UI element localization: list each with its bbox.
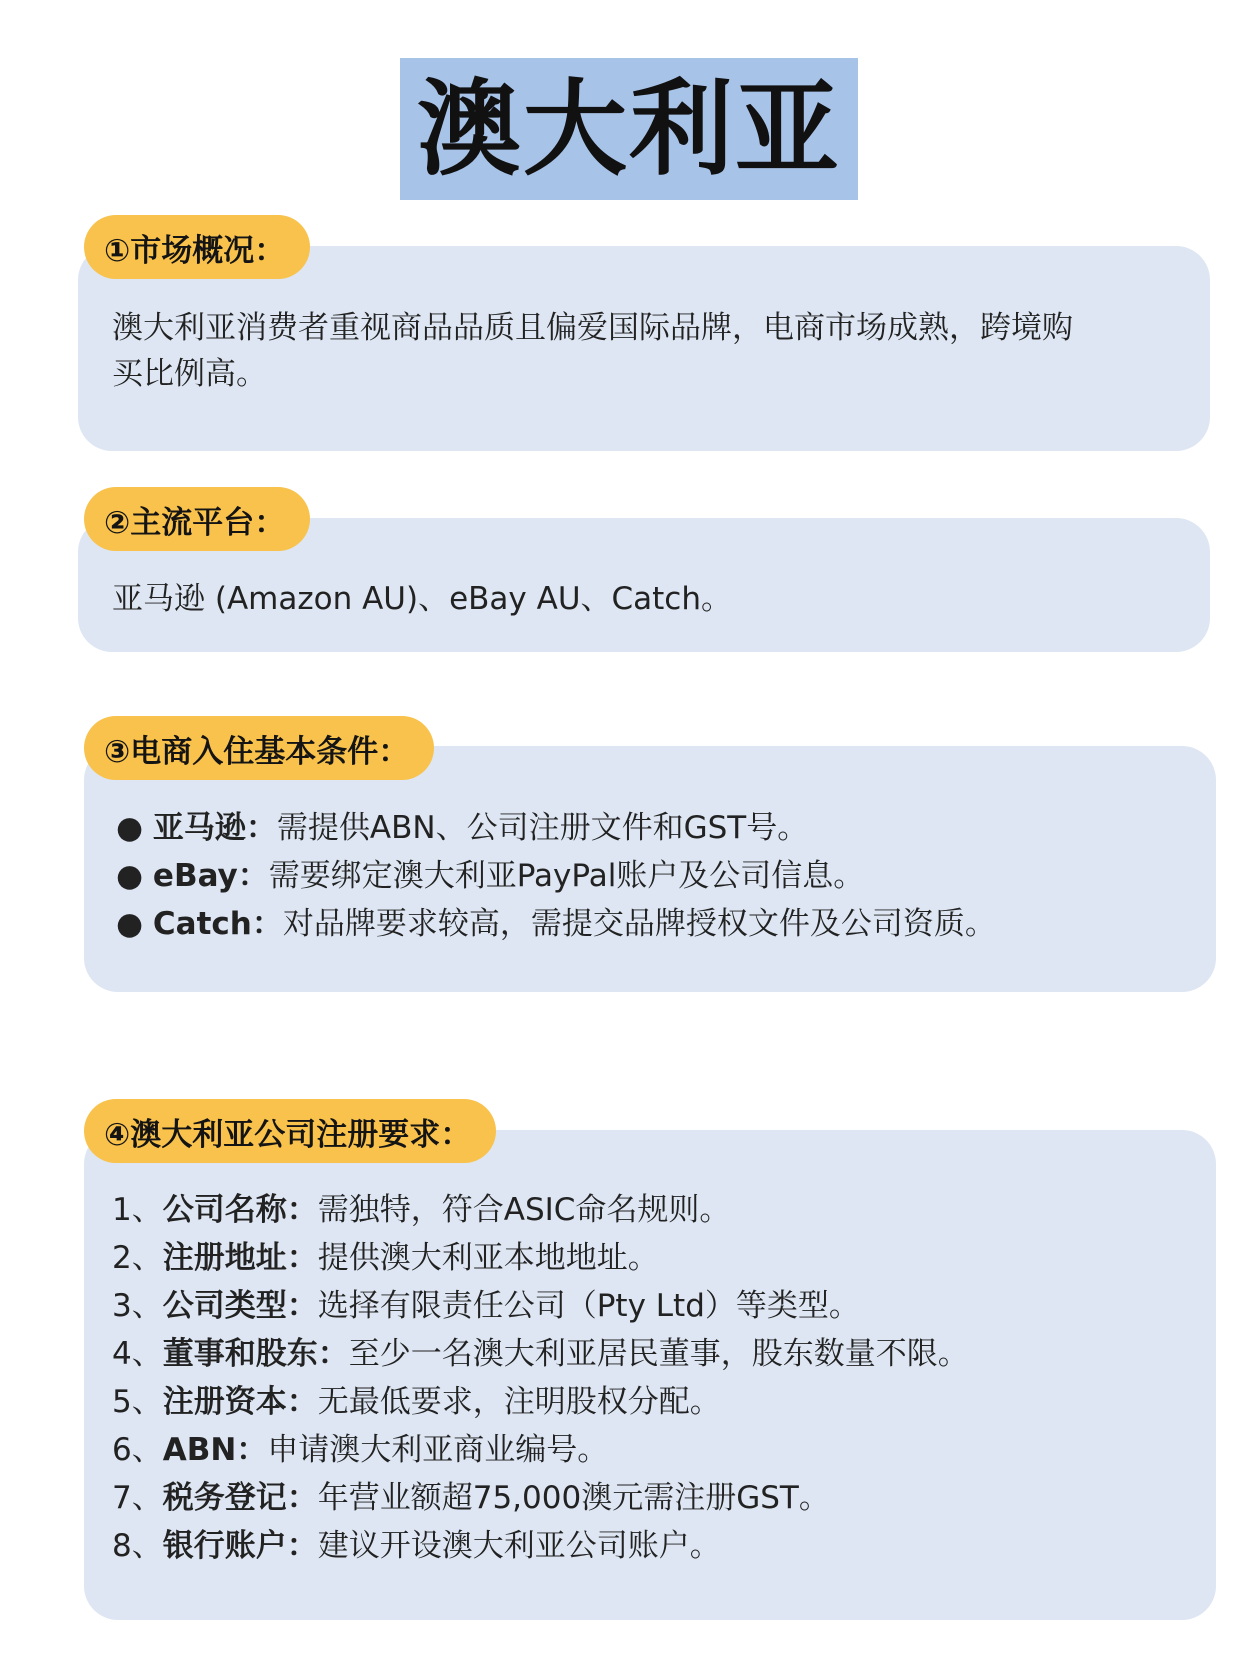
- item-number: 3、: [112, 1288, 163, 1324]
- platform-requirement: 对品牌要求较高，需提交品牌授权文件及公司资质。: [282, 906, 996, 942]
- item-name: 董事和股东：: [162, 1336, 349, 1372]
- item-desc: 年营业额超75,000澳元需注册GST。: [317, 1480, 830, 1516]
- platforms-line: 亚马逊 (Amazon AU)、eBay AU、Catch。: [112, 581, 732, 617]
- item-number: 4、: [112, 1336, 163, 1372]
- registration-requirements-label: ④澳大利亚公司注册要求：: [84, 1099, 496, 1163]
- bullet: ●: [116, 810, 144, 846]
- item-number: 7、: [112, 1480, 163, 1516]
- list-item: [112, 1522, 969, 1570]
- bullet: ●: [116, 906, 144, 942]
- item-desc: 申请澳大利亚商业编号。: [267, 1432, 609, 1468]
- item-name: 税务登记：: [162, 1480, 318, 1516]
- list-item: [112, 1282, 969, 1330]
- platform-name: 亚马逊：: [152, 810, 277, 846]
- entry-conditions-list: [116, 804, 996, 948]
- platform-requirement: 需要绑定澳大利亚PayPal账户及公司信息。: [268, 858, 865, 894]
- item-name: 注册资本：: [162, 1384, 318, 1420]
- list-item: [112, 1378, 969, 1426]
- item-name: 公司类型：: [162, 1288, 318, 1324]
- item-desc: 需独特，符合ASIC命名规则。: [317, 1192, 731, 1228]
- item-number: 6、: [112, 1432, 163, 1468]
- platforms-label: ②主流平台：: [84, 487, 310, 551]
- platform-name: eBay：: [152, 858, 269, 894]
- market-overview-label: ①市场概况：: [84, 215, 310, 279]
- list-item: [112, 1474, 969, 1522]
- item-name: ABN：: [162, 1432, 268, 1468]
- list-item: [112, 1234, 969, 1282]
- page-title: 澳大利亚: [416, 68, 841, 190]
- item-name: 公司名称：: [162, 1192, 318, 1228]
- market-overview-text: [112, 305, 1073, 397]
- item-number: 1、: [112, 1192, 163, 1228]
- list-item: [116, 804, 996, 852]
- list-item: [116, 852, 996, 900]
- item-desc: 无最低要求，注明股权分配。: [317, 1384, 721, 1420]
- list-item: [112, 1330, 969, 1378]
- list-item: [116, 900, 996, 948]
- item-name: 银行账户：: [162, 1528, 318, 1564]
- list-item: [112, 1186, 969, 1234]
- registration-requirements-list: [112, 1186, 969, 1570]
- list-item: [112, 1426, 969, 1474]
- market-overview-line: 买比例高。: [112, 356, 267, 392]
- platform-requirement: 需提供ABN、公司注册文件和GST号。: [276, 810, 809, 846]
- platform-name: Catch：: [152, 906, 283, 942]
- item-desc: 至少一名澳大利亚居民董事，股东数量不限。: [348, 1336, 969, 1372]
- item-number: 8、: [112, 1528, 163, 1564]
- item-number: 2、: [112, 1240, 163, 1276]
- title-banner: [400, 58, 858, 200]
- entry-conditions-label: ③电商入住基本条件：: [84, 716, 434, 780]
- item-desc: 选择有限责任公司（Pty Ltd）等类型。: [317, 1288, 860, 1324]
- market-overview-line: 澳大利亚消费者重视商品品质且偏爱国际品牌，电商市场成熟，跨境购: [112, 310, 1073, 346]
- item-desc: 提供澳大利亚本地地址。: [317, 1240, 659, 1276]
- bullet: ●: [116, 858, 144, 894]
- platforms-text: [112, 576, 732, 622]
- item-number: 5、: [112, 1384, 163, 1420]
- item-desc: 建议开设澳大利亚公司账户。: [317, 1528, 721, 1564]
- item-name: 注册地址：: [162, 1240, 318, 1276]
